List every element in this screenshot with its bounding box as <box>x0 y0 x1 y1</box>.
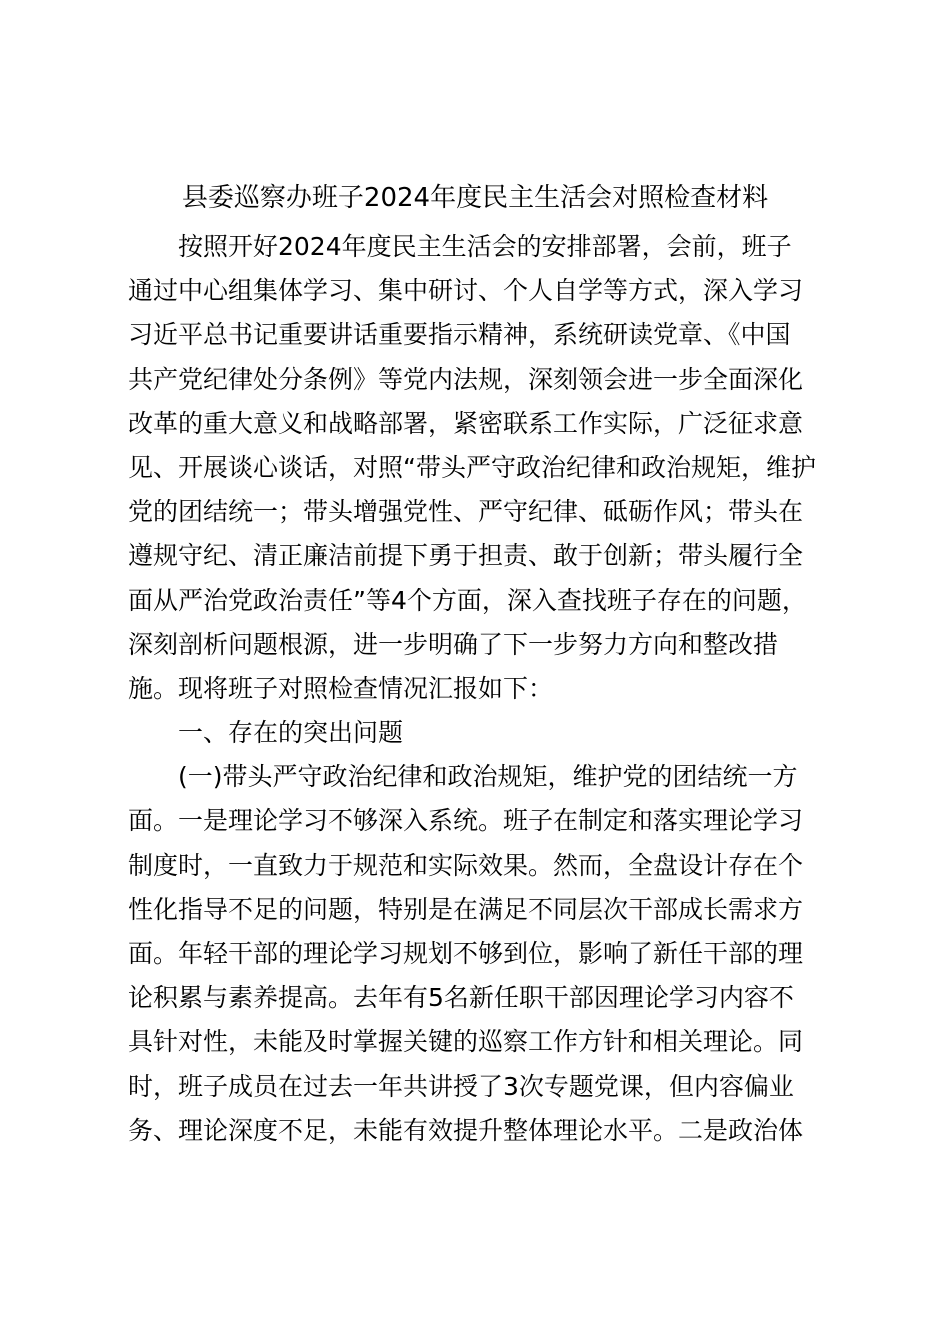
paragraph-line: 务、理论深度不足，未能有效提升整体理论水平。二是政治体 <box>128 1115 804 1145</box>
paragraph-line: 施。现将班子对照检查情况汇报如下： <box>128 673 554 703</box>
paragraph-line: 时，班子成员在过去一年共讲授了3次专题党课，但内容偏业 <box>128 1071 794 1101</box>
paragraph-line: 改革的重大意义和战略部署，紧密联系工作实际，广泛征求意 <box>128 408 804 438</box>
paragraph-line: 党的团结统一；带头增强党性、严守纪律、砥砺作风；带头在 <box>128 497 804 527</box>
paragraph-line: (一)带头严守政治纪律和政治规矩，维护党的团结统一方 <box>178 762 798 792</box>
paragraph-line: 论积累与素养提高。去年有5名新任职干部因理论学习内容不 <box>128 983 794 1013</box>
paragraph-line: 具针对性，未能及时掌握关键的巡察工作方针和相关理论。同 <box>128 1027 804 1057</box>
paragraph-line: 习近平总书记重要讲话重要指示精神，系统研读党章、《中国 <box>128 320 791 350</box>
paragraph-line: 一、存在的突出问题 <box>178 718 404 748</box>
document-body <box>128 225 828 1153</box>
document-title: 县委巡察办班子2024年度民主生活会对照检查材料 <box>181 183 769 213</box>
paragraph-line: 共产党纪律处分条例》等党内法规，深刻领会进一步全面深化 <box>128 364 804 394</box>
paragraph-line: 见、开展谈心谈话，对照“带头严守政治纪律和政治规矩，维护 <box>128 452 816 482</box>
paragraph-line: 按照开好2024年度民主生活会的安排部署，会前，班子 <box>178 232 792 261</box>
paragraph-line: 面从严治党政治责任”等4个方面，深入查找班子存在的问题， <box>128 585 807 615</box>
paragraph-line: 制度时，一直致力于规范和实际效果。然而，全盘设计存在个 <box>128 850 804 880</box>
paragraph-line: 性化指导不足的问题，特别是在满足不同层次干部成长需求方 <box>128 894 804 924</box>
paragraph-line: 面。一是理论学习不够深入系统。班子在制定和落实理论学习 <box>128 806 804 836</box>
paragraph-line: 通过中心组集体学习、集中研讨、个人自学等方式，深入学习 <box>128 276 804 306</box>
paragraph-line: 面。年轻干部的理论学习规划不够到位，影响了新任干部的理 <box>128 939 804 968</box>
paragraph-line: 深刻剖析问题根源，进一步明确了下一步努力方向和整改措 <box>128 629 779 659</box>
paragraph-line: 遵规守纪、清正廉洁前提下勇于担责、敢于创新；带头履行全 <box>128 541 804 571</box>
